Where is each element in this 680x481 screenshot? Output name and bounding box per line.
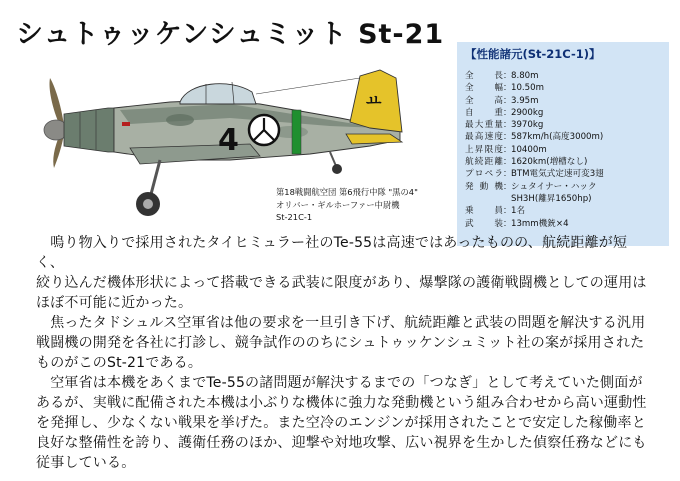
spec-colon: ： [503,132,512,143]
spec-panel [457,42,669,246]
tail-wheel [332,164,342,174]
spec-colon: ： [503,157,512,168]
spec-colon: ： [503,83,512,94]
caption-pilot: オリバー・ギルホーファー中尉機 [276,199,400,210]
spec-label: 自重 [465,107,503,118]
spec-row [465,95,661,107]
cockpit-canopy [180,84,256,104]
spec-label: 乗員 [465,206,503,217]
spec-value: 8.80m [511,71,539,81]
spec-row [465,70,661,82]
spec-value: 2900kg [511,107,544,118]
spec-row [465,218,661,230]
fuselage-number: 4 [218,123,239,158]
spec-value: 10400m [511,144,547,155]
paragraph-2: 焦ったタドシュルス空軍省は他の要求を一旦引き下げ、航続距離と武装の問題を解決する汎用 戦闘機の開発を各社に打診し、競争試作ののちにシュトゥッケンシュミット社の案が採用された ものがこのSt-21である。 [36,315,646,371]
spec-row [465,119,661,131]
spec-value: BTM電気式定速可変3翅 [511,169,604,180]
spec-row [465,82,661,94]
main-landing-gear [150,160,160,198]
spec-value: 1名 [511,206,526,217]
spec-row [465,144,661,156]
spec-value: 13mm機銃×4 [511,218,569,229]
spec-colon: ： [503,144,512,155]
spec-label: 航続距離 [465,157,503,168]
spec-value: 1620km(増槽なし) [511,157,588,168]
propeller-blade [49,78,64,126]
spec-label: 発動機 [465,181,503,192]
caption-model: St-21C-1 [276,212,313,222]
spec-colon: ： [503,71,512,81]
spec-label: 全長 [465,71,503,81]
engine-cowling [64,108,114,152]
spec-row [465,156,661,168]
spec-label: 上昇限度 [465,144,503,155]
spec-label: 最高速度 [465,132,503,143]
spec-value: 3970kg [511,120,544,131]
spec-colon: ： [503,181,512,192]
caption-unit: 第18戦闘航空団 第6飛行中隊 "黒の4" [276,187,418,197]
spec-row [465,181,661,193]
spec-heading: 【性能諸元(St-21C-1)】 [465,47,601,61]
spec-row [465,107,661,119]
description-text [36,233,650,473]
spec-colon: ： [503,218,512,229]
spec-colon: ： [503,206,512,217]
spec-label: 全幅 [465,83,503,94]
spec-colon [503,193,511,205]
spec-value: シュタイナー・ハック [511,181,597,192]
fin-marking: ㅛ [366,91,382,110]
spec-label: プロペラ [465,169,503,180]
spec-value: 10.50m [511,83,544,94]
spec-value: 587km/h(高度3000m) [511,132,604,143]
spec-value: SH3H(離昇1650hp) [511,193,592,204]
spec-label: 全高 [465,95,503,106]
spec-colon: ： [503,95,512,106]
paragraph-3: 空軍省は本機をあくまでTe-55の諸問題が解決するまでの「つなぎ」として考えていた側面が あるが、実戦に配備された本機は小ぶりな機体に強力な発動機という組み合わせから高い運動性 を発揮し、少なくない戦果を挙げた。また空冷のエンジンが採用されたことで安定した稼働率と 良好な整備性を誇り、護衛任務のほか、迎撃や対地攻撃、広い視界を生かした偵察任務などにも 従事している。 [36,375,647,471]
page-title: シュトゥッケンシュミット St-21 [16,19,445,50]
spec-colon: ： [503,120,512,131]
spec-row [465,168,661,180]
paragraph-1: 鳴り物入りで採用されたタイヒミュラー社のTe-55は高速ではあったものの、航続距離が短く、 絞り込んだ機体形状によって搭載できる武装に限度があり、爆撃隊の護衛戦闘機としての運用は ほぼ不可能に近かった。 [36,235,647,311]
spec-label: 最大重量 [465,120,503,131]
spec-row [465,193,661,205]
wing [130,144,260,164]
fuselage-band [292,110,301,154]
spec-colon: ： [503,169,512,180]
spec-label: 武装 [465,218,503,229]
aircraft-caption [276,186,418,224]
spec-row [465,131,661,143]
spec-label [465,193,503,205]
spec-list [465,70,661,230]
spec-row [465,205,661,217]
spec-value: 3.95m [511,95,539,106]
spec-colon: ： [503,107,512,118]
